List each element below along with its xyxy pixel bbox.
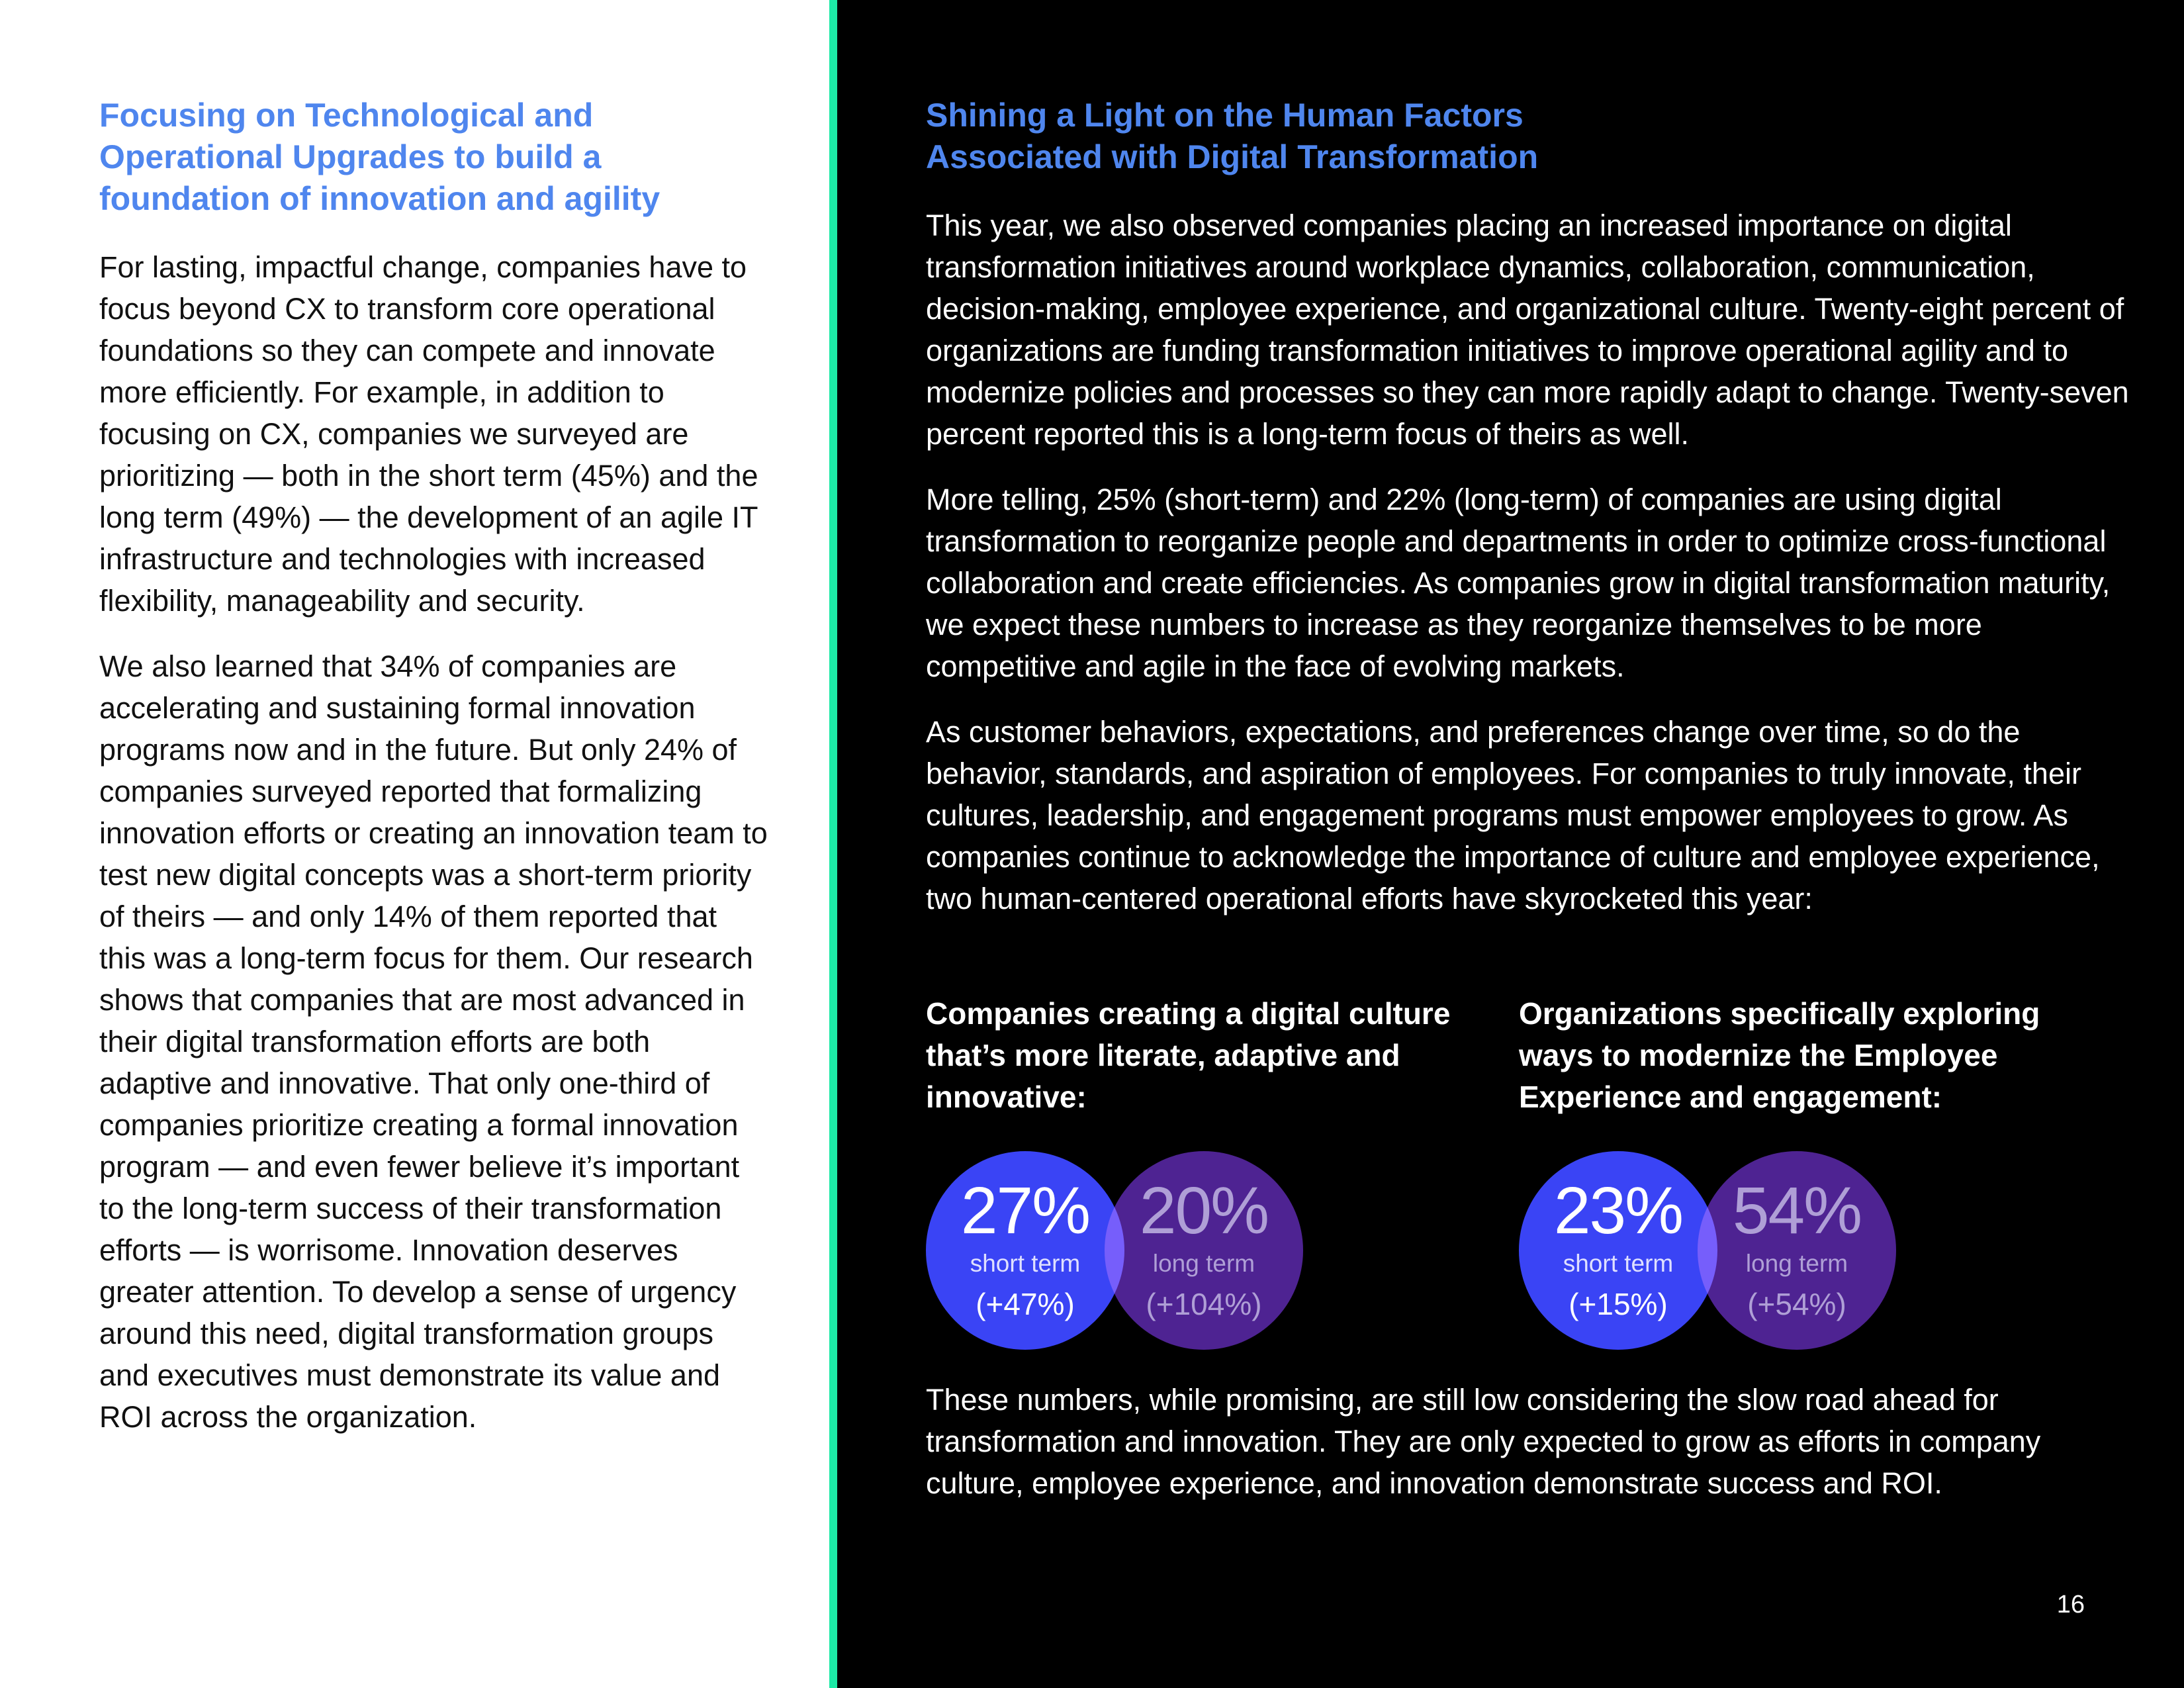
left-page: [0, 0, 829, 1688]
long-term-circle: [1105, 1151, 1303, 1350]
long-term-label: long term: [1152, 1250, 1255, 1277]
short-term-circle: [926, 1151, 1124, 1350]
left-paragraph-1: For lasting, impactful change, companies have to focus beyond CX to transform core operational foundations so they can compete and innovate more efficiently. For example, in addition to focusing on CX, companies we surveyed are prioritizing — both in the short term (45%) and the long term (49%) — the development of an agile IT infrastructure and technologies with increased flexibility, manageability and security.: [99, 250, 758, 618]
stat-circles: [926, 1151, 1469, 1350]
stat-title: Organizations specifically exploring ways to modernize the Employee Experience and engagement:: [1519, 996, 2040, 1114]
right-paragraph-3: As customer behaviors, expectations, and preferences change over time, so do the behavior, standards, and aspiration of employees. For companies to truly innovate, their cultures, leadership, and engagement programs must empower employees to grow. As companies continue to acknowledge the importance of culture and employee experience, two human-centered operational efforts have skyrocketed this year:: [926, 715, 2100, 915]
page-number: 16: [2056, 1591, 2085, 1618]
long-term-percent: 20%: [1139, 1174, 1269, 1248]
short-term-percent: 27%: [960, 1174, 1090, 1248]
short-term-circle: [1519, 1151, 1717, 1350]
short-term-percent: 23%: [1553, 1174, 1683, 1248]
long-term-percent: 54%: [1732, 1174, 1862, 1248]
left-body: [99, 246, 768, 1462]
stat-circles: [1519, 1151, 2062, 1350]
left-heading: Focusing on Technological and Operational Upgrades to build a foundation of innovation and agility: [99, 97, 660, 217]
right-paragraph-2: More telling, 25% (short-term) and 22% (long-term) of companies are using digital transformation to reorganize people and departments in order to optimize cross-functional collaboration and create efficiencies. As companies grow in digital transformation maturity, we expect these numbers to increase as they reorganize themselves to be more competitive and agile in the face of evolving markets.: [926, 483, 2111, 683]
short-term-change: (+47%): [976, 1287, 1075, 1321]
long-term-change: (+54%): [1747, 1287, 1846, 1321]
long-term-label: long term: [1745, 1250, 1848, 1277]
closing-paragraph: These numbers, while promising, are still low considering the slow road ahead for transformation and innovation. They are only expected to grow as efforts in company culture, employee experience, and innovation demonstrate success and ROI.: [926, 1383, 2041, 1500]
short-term-label: short term: [1563, 1250, 1674, 1277]
stat-title: Companies creating a digital culture that’s more literate, adaptive and innovative:: [926, 996, 1451, 1114]
short-term-change: (+15%): [1569, 1287, 1668, 1321]
stat-block-digital-culture: [926, 993, 1469, 1350]
long-term-change: (+104%): [1146, 1287, 1262, 1321]
short-term-label: short term: [970, 1250, 1081, 1277]
right-page: [837, 0, 2184, 1688]
right-paragraph-1: This year, we also observed companies placing an increased importance on digital transformation initiatives around workplace dynamics, collaboration, communication, decision-making, employee experience, and organizational culture. Twenty-eight percent of organizations are funding transformation initiatives to improve operational agility and to modernize policies and processes so they can more rapidly adapt to change. Twenty-seven percent reported this is a long-term focus of theirs as well.: [926, 209, 2129, 451]
left-paragraph-2: We also learned that 34% of companies are accelerating and sustaining formal innovation programs now and in the future. But only 24% of companies surveyed reported that formalizing innovation efforts or creating an innovation team to test new digital concepts was a short-term priority of theirs — and only 14% of them reported that this was a long-term focus for them. Our research shows that companies that are most advanced in their digital transformation efforts are both adaptive and innovative. That only one-third of companies prioritize creating a formal innovation program — and even fewer believe it’s important to the long-term success of their transformation efforts — is worrisome. Innovation deserves greater attention. To develop a sense of urgency around this need, digital transformation groups and executives must demonstrate its value and ROI across the organization.: [99, 649, 768, 1434]
accent-divider: [829, 0, 837, 1688]
long-term-circle: [1698, 1151, 1896, 1350]
right-heading: Shining a Light on the Human Factors Associated with Digital Transformation: [926, 97, 1539, 175]
stat-block-employee-experience: [1519, 993, 2062, 1350]
right-body: [926, 205, 2137, 943]
